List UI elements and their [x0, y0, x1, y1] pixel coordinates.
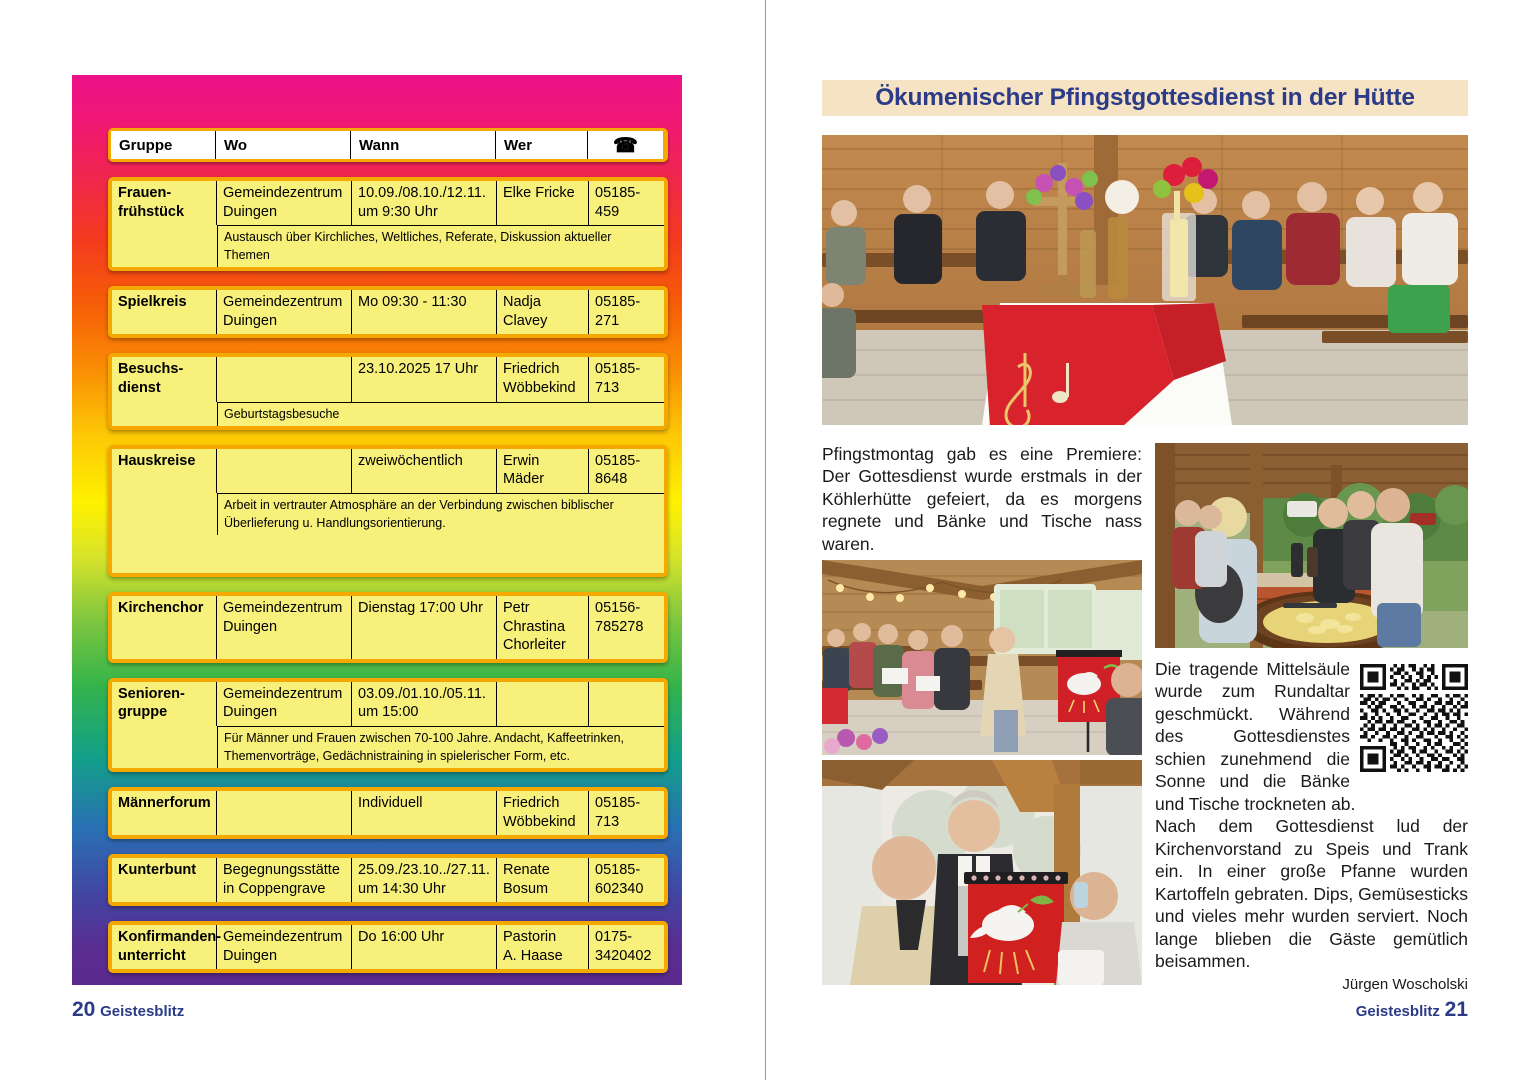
- cell-wo: Gemeindezentrum Duingen: [217, 181, 352, 225]
- cell-wer: Renate Bosum: [497, 858, 589, 902]
- qr-code-icon: [1360, 664, 1468, 772]
- pastor-dove-banner-photo: [822, 760, 1142, 985]
- page-number-right: 21: [1444, 998, 1468, 1021]
- cell-wer: Friedrich Wöbbekind: [497, 791, 589, 835]
- buffet-pan-photo: [1155, 443, 1468, 648]
- column-header-wer: Wer: [496, 131, 588, 159]
- cell-telefon: 05185- 713: [595, 361, 641, 396]
- cell-wer: [497, 682, 589, 726]
- cell-wann: Dienstag 17:00 Uhr: [352, 596, 497, 659]
- cell-wer: Pastorin A. Haase: [497, 925, 589, 969]
- cell-wo: Gemeindezentrum Duingen: [217, 290, 352, 334]
- cell-telefon: 05185- 713: [595, 794, 641, 830]
- cell-gruppe: Kunterbunt: [112, 858, 217, 902]
- table-row: [108, 678, 668, 772]
- altar-congregation-photo: [822, 135, 1468, 425]
- cell-wann: Mo 09:30 - 11:30: [352, 290, 497, 334]
- article-paragraph-3: Nach dem Gottesdienst lud der Kirchenvorstand zu Speis und Trank ein. In einer große Pfanne wurden Kartoffeln gebraten. Dips, Gemüsesticks und vieles mehr wurden serviert. Noch lange blieben die Gäste gemütlich beisammen.: [1155, 816, 1468, 972]
- cell-gruppe: Frauen- frühstück: [112, 181, 217, 225]
- table-row: [108, 592, 668, 663]
- cell-telefon: 0175- 3420402: [595, 929, 652, 964]
- column-header-gruppe: Gruppe: [111, 131, 216, 159]
- service-benches-photo: [822, 560, 1142, 755]
- cell-telefon: 05185- 459: [595, 185, 641, 220]
- cell-gruppe: Kirchenchor: [112, 596, 217, 659]
- cell-wo: Begegnungsstätte in Coppengrave: [217, 858, 352, 902]
- table-row: [108, 921, 668, 973]
- page-number-left: 20: [72, 998, 96, 1021]
- cell-wann: 25.09./23.10../27.11. um 14:30 Uhr: [352, 858, 497, 902]
- cell-telefon: 05156- 785278: [595, 600, 644, 635]
- cell-gruppe: Konfirmanden- unterricht: [112, 925, 217, 969]
- row-note: Arbeit in vertrauter Atmosphäre an der Verbindung zwischen biblischer Überlieferung u. Handlungsorientierung.: [217, 493, 664, 535]
- article-byline: Jürgen Woscholski: [1342, 975, 1468, 993]
- table-row: [108, 177, 668, 271]
- article-title: Ökumenischer Pfingstgottesdienst in der Hütte: [822, 80, 1468, 116]
- cell-wann: 03.09./01.10./05.11. um 15:00: [352, 682, 497, 726]
- row-note: Für Männer und Frauen zwischen 70-100 Jahre. Andacht, Kaffeetrinken, Themenvorträge, Gedächnistraining in spielerischer Form, etc.: [217, 726, 664, 768]
- article-right-column: [1155, 658, 1468, 994]
- publication-name-right: Geistesblitz: [1355, 1003, 1440, 1020]
- cell-wer: Erwin Mäder: [497, 449, 589, 493]
- cell-telefon: 05185- 8648: [595, 452, 641, 488]
- table-row: [108, 286, 668, 338]
- table-header-row: [108, 128, 668, 162]
- column-header-wo: Wo: [216, 131, 351, 159]
- article-paragraph-1: Pfingstmontag gab es eine Premiere: Der Gottesdienst wurde erstmals in der Köhlerhütte gefeiert, da es morgens regnete und Bänke und Tische nass waren.: [822, 444, 1142, 554]
- cell-wann: Do 16:00 Uhr: [352, 925, 497, 969]
- article-paragraph-2: Die tragende Mittelsäule wurde zum Rundaltar geschmückt. Während des Gottesdienstes schien zunehmend die Sonne und die Bänke und Tische trockneten ab.: [1155, 659, 1356, 814]
- cell-wo: Gemeindezentrum Duingen: [217, 596, 352, 659]
- cell-wer: Friedrich Wöbbekind: [497, 357, 589, 401]
- row-note: Geburtstagsbesuche: [217, 402, 664, 426]
- row-note: Austausch über Kirchliches, Weltliches, Referate, Diskussion aktueller Themen: [217, 225, 664, 267]
- column-header-wann: Wann: [351, 131, 496, 159]
- cell-wo: [217, 449, 352, 493]
- cell-wann: zweiwöchentlich: [352, 449, 497, 493]
- cell-telefon: 05185- 602340: [595, 862, 644, 897]
- cell-gruppe: Senioren- gruppe: [112, 682, 217, 726]
- cell-gruppe: Besuchs- dienst: [112, 357, 217, 401]
- cell-wo: Gemeindezentrum Duingen: [217, 925, 352, 969]
- table-row: [108, 353, 668, 429]
- cell-wo: Gemeindezentrum Duingen: [217, 682, 352, 726]
- cell-gruppe: Männerforum: [112, 791, 217, 835]
- cell-wer: Petr Chrastina Chorleiter: [497, 596, 589, 659]
- publication-name-left: Geistesblitz: [100, 1003, 185, 1020]
- groups-table: [108, 128, 668, 973]
- cell-wo: [217, 357, 352, 401]
- table-row: [108, 787, 668, 839]
- cell-telefon: [589, 682, 664, 726]
- cell-wer: Nadja Clavey: [497, 290, 589, 334]
- table-row: [108, 445, 668, 577]
- footer-left: [72, 998, 184, 1022]
- phone-icon: ☎: [588, 131, 663, 159]
- cell-gruppe: Hauskreise: [112, 449, 217, 493]
- cell-telefon: 05185- 271: [595, 294, 641, 329]
- cell-gruppe: Spielkreis: [112, 290, 217, 334]
- table-row: [108, 854, 668, 906]
- cell-wann: 23.10.2025 17 Uhr: [352, 357, 497, 401]
- cell-wo: [217, 791, 352, 835]
- cell-wer: Elke Fricke: [497, 181, 589, 225]
- footer-right: [1356, 998, 1468, 1022]
- cell-wann: 10.09./08.10./12.11. um 9:30 Uhr: [352, 181, 497, 225]
- cell-wann: Individuell: [352, 791, 497, 835]
